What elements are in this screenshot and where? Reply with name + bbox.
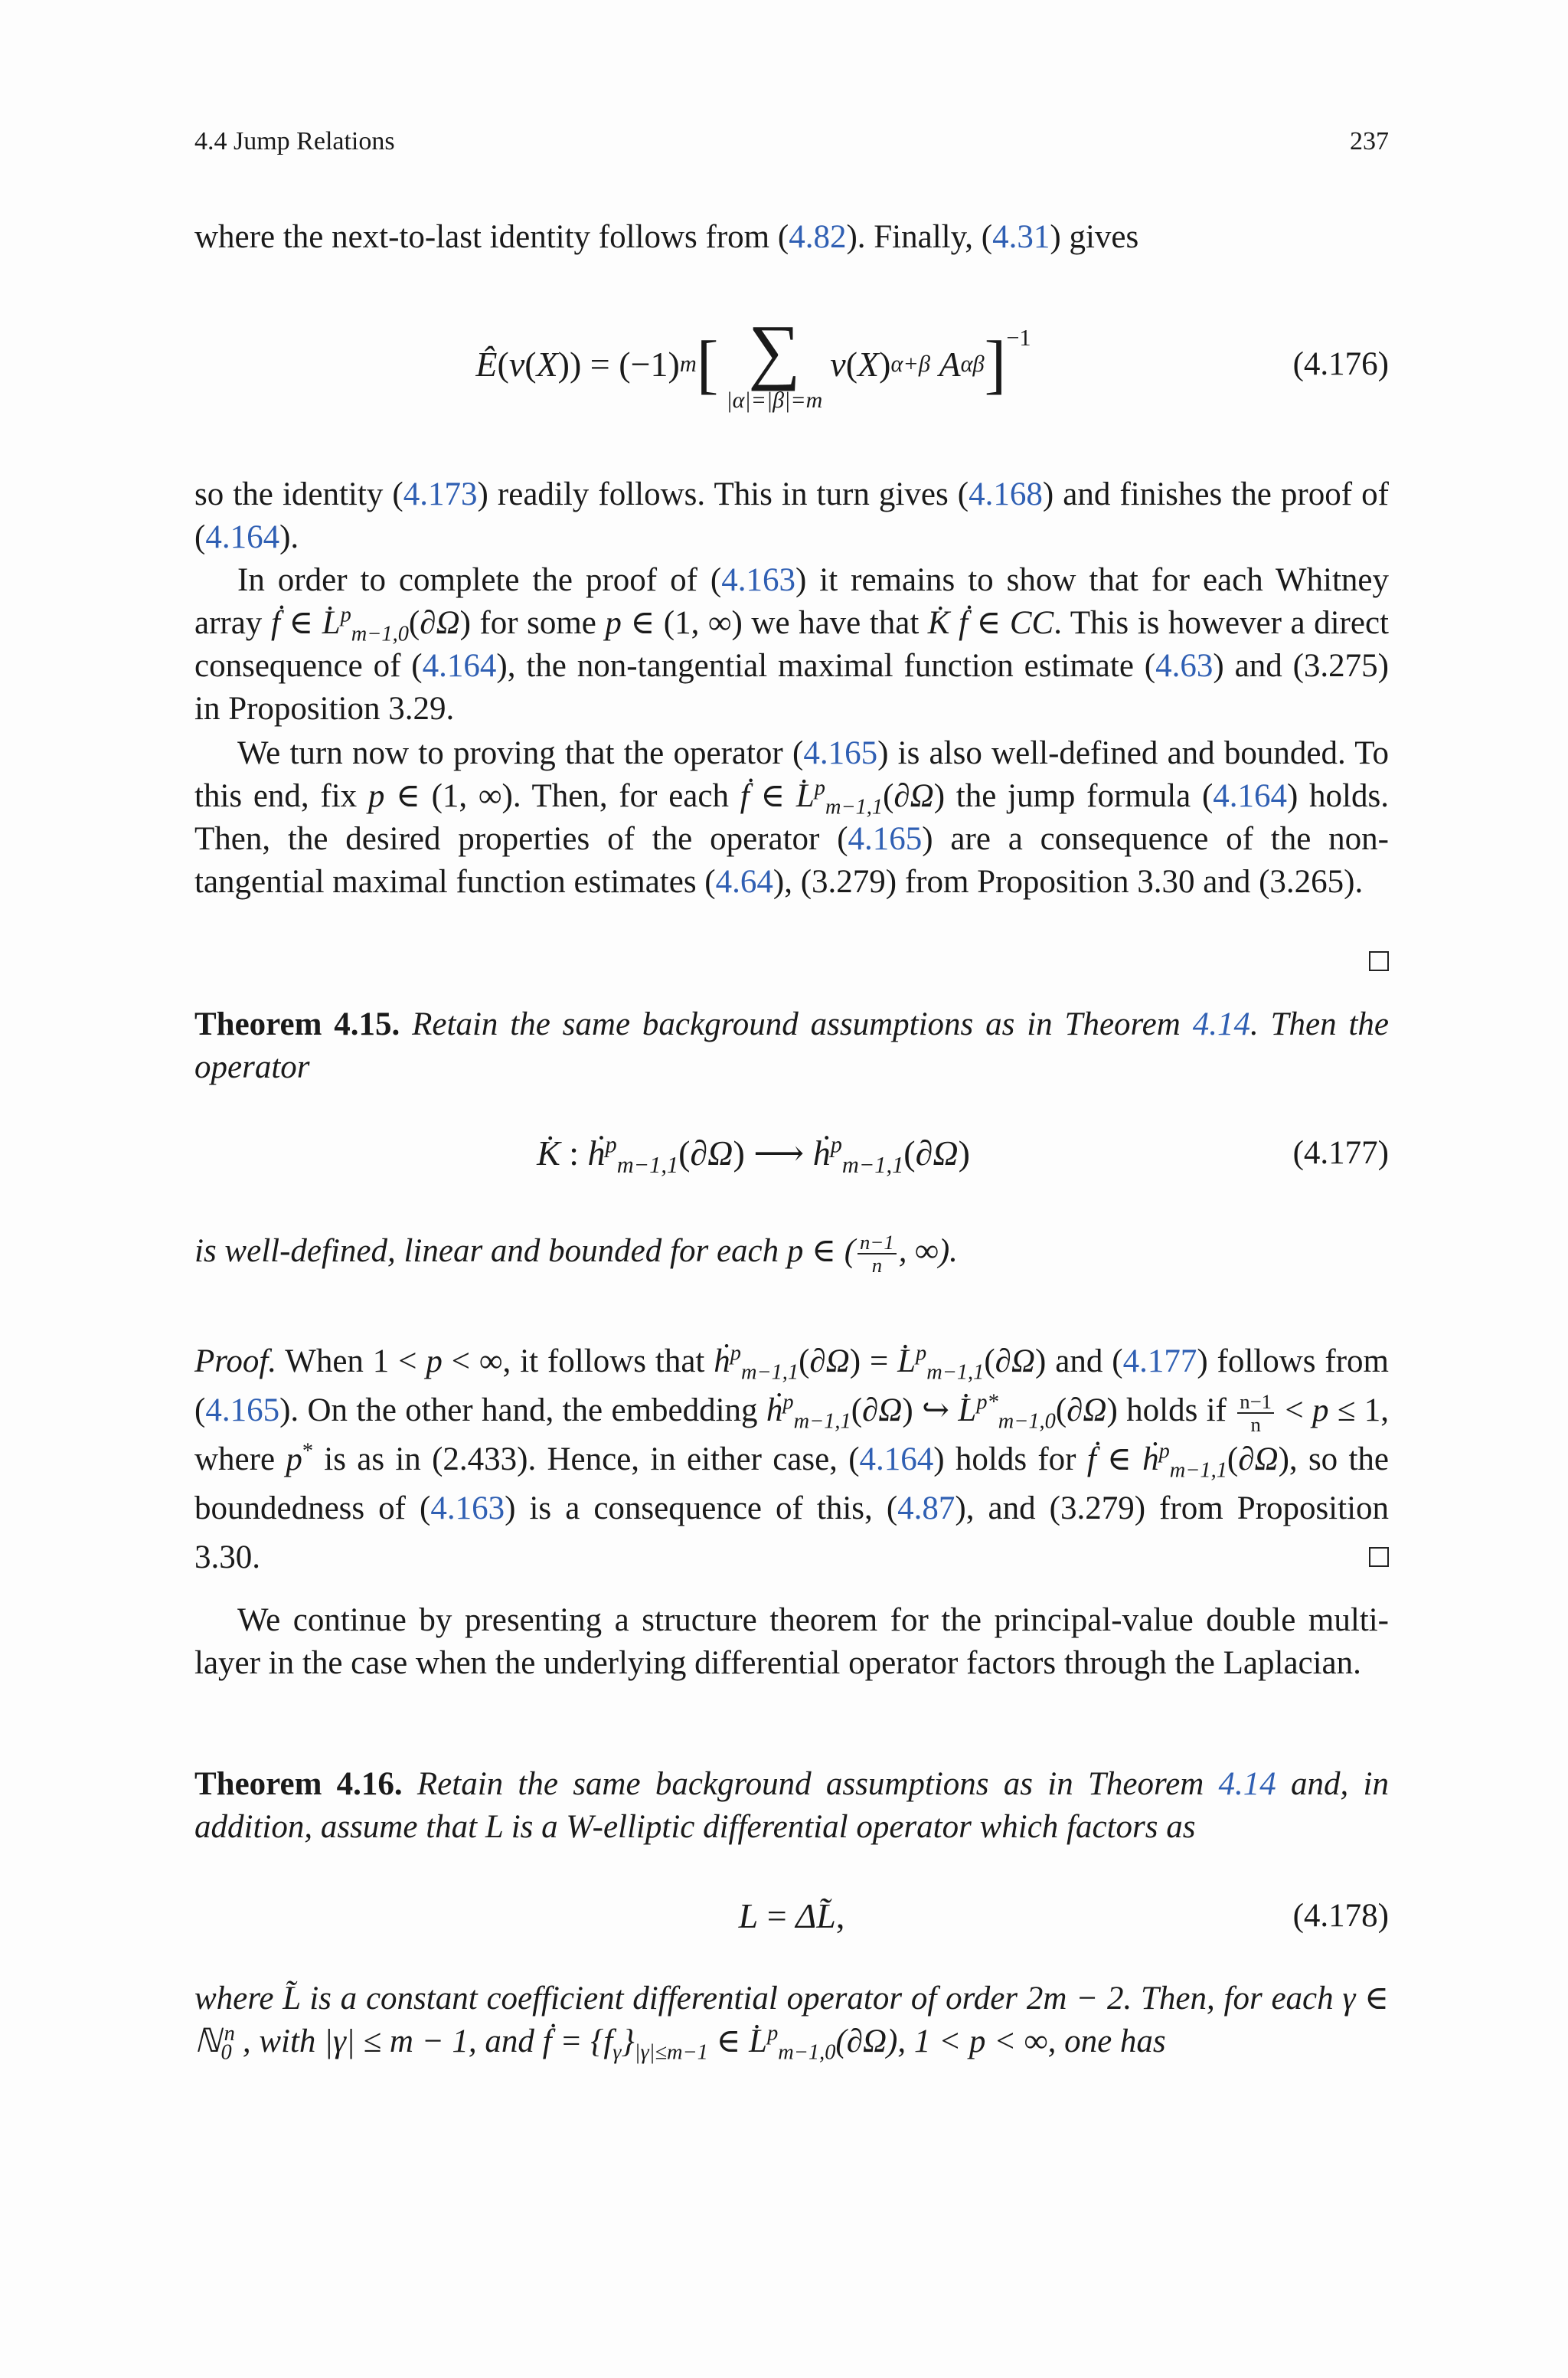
text: ) holds for [933, 1441, 1087, 1478]
text: , one has [1047, 2023, 1166, 2059]
page-number: 237 [1350, 127, 1389, 155]
equation-link[interactable]: 4.165 [848, 821, 923, 857]
text: for some [470, 605, 606, 641]
proof-label: Proof. [194, 1343, 277, 1379]
theorem-4-16 [194, 1763, 1389, 1849]
text: ), the non-tangential maximal function estimate ( [496, 648, 1156, 684]
text: the jump formula ( [945, 778, 1214, 814]
running-header [194, 127, 1389, 165]
equation-link[interactable]: 4.82 [789, 219, 847, 255]
equation-number: (4.178) [1292, 1897, 1389, 1934]
equation-link[interactable]: 4.164 [205, 519, 280, 555]
theorem-4-15-conclusion: is well-defined, linear and bounded for each p ∈ ( $\frac{n-1}{n}$ , ∞). [194, 1231, 958, 1277]
equation-number: (4.177) [1292, 1134, 1389, 1171]
header-section: 4.4 Jump Relations [194, 127, 395, 155]
equation-link[interactable]: 4.168 [969, 476, 1043, 512]
text: , so the boundedness of ( [194, 1441, 1389, 1527]
equation-4-178 [194, 1889, 1389, 1942]
text: In order to complete the proof of ( [237, 562, 722, 598]
text: ) is a consequence of this, ( [505, 1490, 898, 1527]
text: . [949, 1233, 958, 1269]
theorem-label: Theorem 4.16. [194, 1766, 403, 1802]
theorem-4-16-conclusion: where L̃ is a constant coefficient differential operator of order 2m − 2. Then, for each γ ∈ ℕ$_0^n$ , with |γ| ≤ m − 1, and ḟ = $\{f_\gamma\}_{|\gamma|\le m-1}$ ∈ L̇$^p_{m-1,0}$(∂Ω), 1 < p < ∞, one has [194, 1981, 1389, 2065]
text: We turn now to proving that the operator ( [237, 735, 804, 771]
text: Retain the same background assumptions as in Theorem [400, 1006, 1193, 1042]
equation-body: L = ΔL̃, [738, 1896, 845, 1935]
text: ) and finishes the proof of ( [194, 476, 1389, 555]
text: so the identity ( [194, 476, 403, 512]
equation-body: K̇ : ḣ$^p_{m-1,1}$(∂Ω) ⟶ ḣ$^p_{m-1,1}$(∂Ω) [537, 1131, 970, 1179]
text: ) it remains to show that for each Whitney array [194, 562, 1389, 641]
equation-link[interactable]: 4.163 [721, 562, 795, 598]
text: ), (3.279) from Proposition 3.30 and (3.265). [773, 864, 1364, 900]
paragraph-3: In order to complete the proof of (4.163) it remains to show that for each Whitney array ḟ ∈ L̇$^p_{m-1,0}$(∂Ω) for some p ∈ (1, ∞) we have that K̇ ḟ ∈ CC. This is however a direct consequence of (4.164), the non-tangential maximal function estimate (4.63) and (3.275) in Proposition 3.29. [194, 562, 1389, 727]
equation-link[interactable]: 4.164 [422, 648, 497, 684]
text: holds if [1117, 1392, 1236, 1428]
paragraph-4: We turn now to proving that the operator (4.165) is also well-defined and bounded. To this end, fix p ∈ (1, ∞). Then, for each ḟ ∈ L̇$^p_{m-1,1}$(∂Ω) the jump formula (4.164) holds. Then, the desired properties of the operator (4.165) are a consequence of the non-tangential maximal function estimates (4.64), (3.279) from Proposition 3.30 and (3.265). [194, 735, 1389, 900]
text: and ( [1046, 1343, 1123, 1379]
equation-link[interactable]: 4.164 [859, 1441, 934, 1478]
text: We continue by presenting a structure theorem for the principal-value double multi-layer in the case when the underlying differential operator factors through the Laplacian. [194, 1602, 1389, 1681]
text: ) is also well-defined and bounded. To this end, fix [194, 735, 1389, 814]
text: . Then, for each [512, 778, 740, 814]
text: where the next-to-last identity follows from ( [194, 219, 789, 255]
text: ). Finally, ( [846, 219, 993, 255]
equation-link[interactable]: 4.64 [715, 864, 773, 900]
text: When [276, 1343, 373, 1379]
proof-paragraph: Proof. When 1 < p < ∞, it follows that ḣ$^p_{m-1,1}$(∂Ω) = L̇$^p_{m-1,1}$(∂Ω) and (4.177) follows from (4.165). On the other hand, the embedding ḣ$^p_{m-1,1}$(∂Ω) ↪ L̇$^{p*}_{m-1,0}$(∂Ω) holds if $\frac{n-1}{n}$ < p ≤ 1, where p* is as in (2.433). Hence, in either case, (4.164) holds for ḟ ∈ ḣ$^p_{m-1,1}$(∂Ω), so the boundedness of (4.163) is a consequence of this, (4.87), and (3.279) from Proposition 3.30. [194, 1341, 1390, 1576]
theorem-label: Theorem 4.15. [194, 1006, 400, 1042]
text: , where [194, 1392, 1389, 1478]
text: ) follows from ( [194, 1343, 1390, 1428]
equation-link[interactable]: 4.63 [1155, 648, 1214, 684]
text: and, in addition, assume that L is a W-elliptic differential operator which factors as [194, 1766, 1389, 1845]
text: where [194, 1981, 283, 2017]
text: ) readily follows. This in turn gives ( [477, 476, 969, 512]
paragraph-2 [194, 473, 1389, 559]
text: , it follows that [502, 1343, 714, 1379]
equation-link[interactable]: 4.165 [803, 735, 878, 771]
text: . This is however a direct consequence of ( [194, 605, 1389, 684]
qed-symbol [1369, 1547, 1389, 1567]
text: is a constant coefficient differential operator of order 2m − 2. Then, for each [300, 1981, 1343, 2017]
equation-link[interactable]: 4.164 [1213, 778, 1288, 814]
paragraph-1 [194, 216, 1389, 259]
paragraph-5 [194, 1599, 1389, 1685]
equation-4-177 [194, 1126, 1389, 1179]
theorem-4-15 [194, 1003, 1389, 1089]
equation-link[interactable]: 4.165 [205, 1392, 280, 1428]
equation-link[interactable]: 4.87 [897, 1490, 956, 1527]
text: ) and (3.275) in Proposition 3.29. [194, 648, 1389, 727]
text: ). [279, 519, 299, 555]
equation-body: Ê ( ν ( X )) = (−1) m [ ∑ |α|=|β|=m ν ( X ) α+β A αβ ] $^{-1}$ [475, 309, 1031, 413]
theorem-link[interactable]: 4.14 [1192, 1006, 1250, 1042]
text: Retain the same background assumptions as in Theorem [402, 1766, 1219, 1802]
math-inline: ḟ [270, 605, 280, 641]
text: is well-defined, linear and bounded for each [194, 1233, 787, 1269]
text: . Then the operator [194, 1006, 1389, 1085]
equation-link[interactable]: 4.177 [1122, 1343, 1197, 1379]
text: ). On the other hand, the embedding [279, 1392, 766, 1428]
equation-link[interactable]: 4.31 [992, 219, 1050, 255]
text: ), and (3.279) from Proposition 3.30. [194, 1490, 1390, 1576]
theorem-link[interactable]: 4.14 [1218, 1766, 1276, 1802]
text: , [897, 2023, 914, 2059]
text: we have that [742, 605, 928, 641]
text: , and [468, 2023, 543, 2059]
text: is as in (2.433). Hence, in either case, ( [313, 1441, 860, 1478]
text: ) holds. Then, the desired properties of the operator ( [194, 778, 1389, 857]
equation-number: (4.176) [1292, 345, 1389, 382]
math-inline: L̇ [322, 605, 341, 641]
text: ) are a consequence of the non-tangential maximal function estimates ( [194, 821, 1389, 900]
text: ) gives [1050, 219, 1139, 255]
text: , with [242, 2023, 325, 2059]
equation-4-176 [194, 306, 1389, 421]
qed-symbol [1369, 951, 1389, 971]
equation-link[interactable]: 4.173 [403, 476, 478, 512]
equation-link[interactable]: 4.163 [430, 1490, 505, 1527]
